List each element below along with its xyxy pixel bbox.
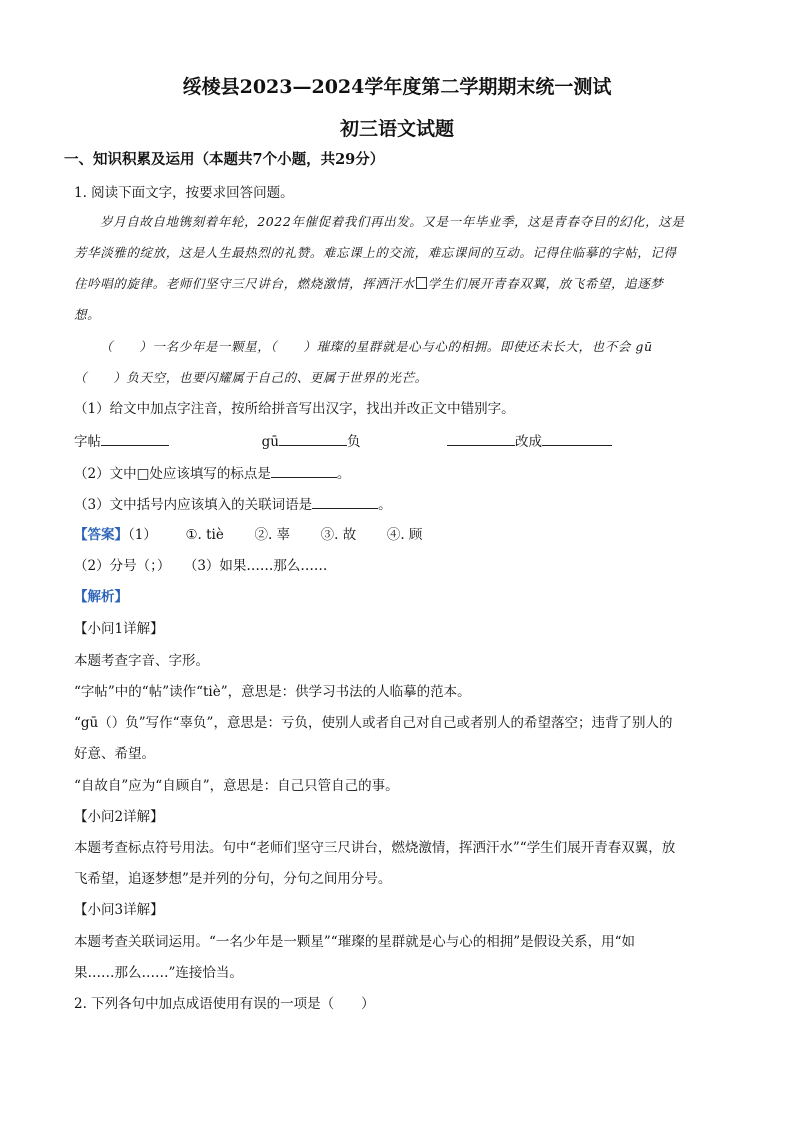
section-heading: 一、知识积累及运用（本题共7个小题，共29分）: [64, 151, 385, 168]
passage-line-2: 芳华淡雅的绽放，这是人生最热烈的礼赞。难忘课上的交流，难忘课间的互动。记得住临摹的字帖，记得: [74, 245, 677, 260]
exam-title: 绥棱县2023—2024学年度第二学期期末统一测试: [182, 76, 612, 98]
analysis-3-line-1: 本题考查关联词运用。“一名少年是一颗星”“璀璨的星群就是心与心的相拥”是假设关系，用“如: [74, 934, 636, 950]
analysis-tag: 【解析】: [74, 589, 128, 605]
passage-line-4: 想。: [74, 307, 101, 322]
answer-blank-gu[interactable]: [279, 431, 347, 446]
fill-label-gaicheng: 改成: [515, 434, 543, 450]
answer-item-2: ②. 辜: [254, 527, 291, 543]
passage-line-3: [74, 274, 724, 294]
passage-line-5: （ ）一名少年是一颗星，（ ）璀璨的星群就是心与心的相拥。即使还未长大，也不会 gū: [100, 339, 653, 354]
fill-label-gu: gū: [261, 434, 279, 450]
answer-item-1: ①. tiè: [185, 527, 224, 543]
answer-part-label: （1）: [128, 527, 157, 543]
subquestion-3-text: （3）文中括号内应该填入的关联词语是: [74, 497, 313, 513]
small-question-3-title: 【小问3详解】: [74, 902, 164, 918]
answer-item-4: ④. 顾: [386, 527, 423, 543]
subquestion-3: [74, 494, 724, 515]
passage-line-3-part-b: 学生们展开青春双翼，放飞希望，追逐梦: [427, 276, 664, 291]
answer-line-1: [74, 525, 724, 545]
subquestion-1: （1）给文中加点字注音，按所给拼音写出汉字，找出并改正文中错别字。: [74, 401, 515, 417]
small-question-1-title: 【小问1详解】: [74, 621, 164, 637]
analysis-2-line-2: 飞希望，追逐梦想”是并列的分句，分句之间用分号。: [74, 871, 392, 887]
question-2-stem: 2. 下列各句中加点成语使用有误的一项是（ ）: [74, 996, 375, 1012]
passage-line-6: （ ）负天空，也要闪耀属于自己的、更属于世界的光芒。: [74, 370, 428, 385]
subquestion-2-text: （2）文中□处应该填写的标点是: [74, 466, 271, 482]
passage-line-3-part-a: 住吟唱的旋律。老师们坚守三尺讲台，燃烧激情，挥洒汗水: [74, 276, 415, 291]
answer-blank-conjunction[interactable]: [312, 494, 378, 509]
analysis-1-line-5: “自故自”应为“自顾自”，意思是：自己只管自己的事。: [74, 778, 399, 794]
subquestion-2: [74, 463, 724, 484]
answer-blank-correction[interactable]: [542, 431, 612, 446]
answer-blank-punctuation[interactable]: [271, 463, 337, 478]
subquestion-3-end: 。: [378, 497, 392, 513]
analysis-1-line-1: 本题考查字音、字形。: [74, 653, 209, 669]
answer-blank-wrong-char[interactable]: [447, 431, 515, 446]
answer-line-2: （2）分号（；） （3）如果……那么……: [74, 558, 328, 574]
analysis-2-line-1: 本题考查标点符号用法。句中“老师们坚守三尺讲台，燃烧激情，挥洒汗水”“学生们展开青春双翼，放: [74, 840, 676, 856]
fill-label-fu: 负: [346, 434, 361, 450]
fill-label-zitie: 字帖: [74, 434, 101, 450]
blank-box-icon: [416, 277, 427, 289]
subquestion-2-end: 。: [336, 466, 351, 482]
question-1-stem: 1. 阅读下面文字，按要求回答问题。: [74, 185, 294, 201]
exam-subtitle: 初三语文试题: [339, 118, 454, 140]
analysis-1-line-3: “gū（）负”写作“辜负”，意思是：亏负，使别人或者自己对自己或者别人的希望落空；违背了别人的: [74, 715, 673, 731]
answer-item-3: ③. 故: [320, 527, 357, 543]
passage-line-1: 岁月自故自地镌刻着年轮，2022年催促着我们再出发。又是一年毕业季，这是青春夺目的幻化，这是: [100, 214, 685, 229]
analysis-3-line-2: 果……那么……”连接恰当。: [74, 965, 243, 981]
answer-blank-zitie[interactable]: [101, 431, 169, 446]
analysis-1-line-2: “字帖”中的“帖”读作“tiè”，意思是：供学习书法的人临摹的范本。: [74, 684, 471, 700]
answer-tag: 【答案】: [74, 527, 128, 543]
small-question-2-title: 【小问2详解】: [74, 809, 164, 825]
fill-in-row: [74, 431, 724, 452]
analysis-1-line-4: 好意、希望。: [74, 746, 155, 762]
